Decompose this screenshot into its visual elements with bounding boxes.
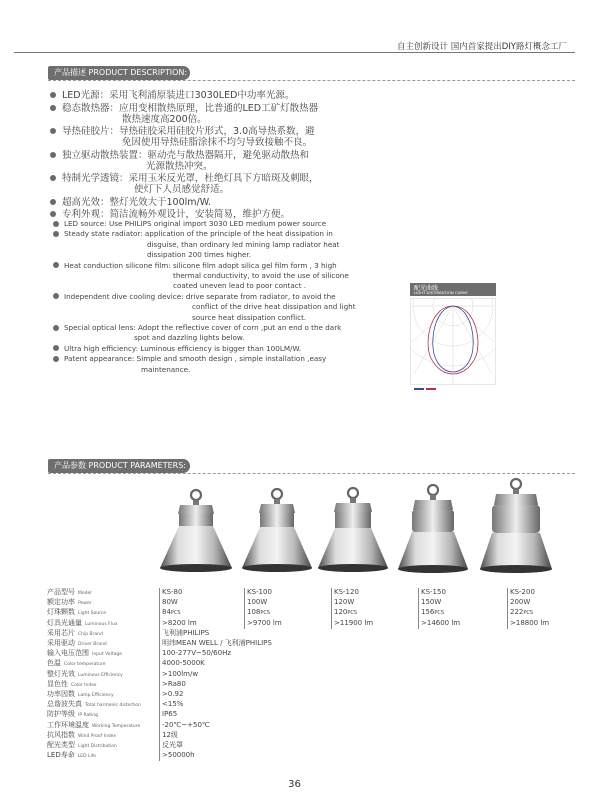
row-label-zh: 配光类型 [47,741,75,750]
lamp-image-ks-150 [396,483,470,575]
table-row [47,751,580,761]
table-cell [332,608,419,618]
row-label-zh: 产品型号 [47,588,75,596]
shared-value: >50000h [160,751,581,761]
cell-value: 108 [247,608,261,617]
section-underline [48,80,575,81]
row-label [47,639,160,649]
table-cell: KS-200 [508,588,581,598]
legend-swatch [426,388,436,390]
row-label-zh: 抗风指数 [47,730,75,739]
table-cell: 200W [508,598,581,608]
table-row [47,741,580,751]
lamp-image-ks-80 [158,488,234,574]
bullet-icon [53,231,59,237]
row-label-en: Lamp Efficiency [78,693,114,699]
table-cell [160,608,245,618]
bullet-icon [50,199,56,205]
section-underline [48,473,575,474]
table-cell: >9700 lm [245,619,332,629]
row-label-zh: LED寿命 [47,751,75,760]
row-label-en: Luminous Flux [85,621,118,627]
table-row [47,629,580,639]
cell-value: 84 [162,608,171,617]
row-label [47,751,160,761]
list-item-text: 专利外观：简洁流畅外观设计，安装简易，维护方便。 [62,209,291,220]
row-label-zh: 灯珠颗数 [47,608,75,617]
bullet-icon [50,211,56,217]
shared-value: -20℃~+50℃ [160,721,581,731]
list-item [49,90,379,101]
list-item [49,197,379,208]
shared-value: 反光罩 [160,741,581,751]
row-label-en: Light Distribution [78,744,117,750]
row-label-en: Input Voltage [92,652,122,658]
table-row [47,659,580,669]
table-cell: 80W [160,598,245,608]
list-item-text: 免因使用导热硅脂涂抹不均匀导致接触不良。 [122,137,313,148]
list-item [52,323,362,344]
header-rule [14,52,575,53]
bullet-icon [50,105,56,111]
row-label-zh: 防护等级 [47,710,75,719]
table-row [47,700,580,710]
list-item [49,150,379,172]
table-row [47,731,580,741]
cell-value: 222 [510,608,524,617]
row-label-zh: 灯具光通量 [47,618,82,627]
table-cell: KS-80 [160,588,245,598]
row-label-en: Chip Brand [78,631,103,637]
chart-title-zh: 配光曲线 [414,285,439,292]
table-row [47,690,580,700]
row-label-zh: 输入电压范围 [47,649,89,658]
list-item-text: conflict of the drive heat dissipation and light [192,302,356,312]
bullet-icon [53,345,59,351]
table-cell: >8200 lm [160,619,245,629]
list-item-text: LED source: Use PHILIPS original import 3030 LED medium power source [64,219,327,228]
table-cell: >11900 lm [332,619,419,629]
unit-label: PCS [347,610,358,617]
cell-value: 156 [421,608,435,617]
shared-value: <15% [160,700,581,710]
list-item-text: disguise, than ordinary led mining lamp radiator heat [147,239,340,249]
row-label-zh: 采用芯片 [47,628,75,637]
list-item-text: LED光源：采用飞利浦原装进口3030LED中功率光源。 [62,90,295,101]
row-label-zh: 采用驱动 [47,639,75,648]
row-label-zh: 显色性 [47,679,68,688]
table-row [47,588,580,598]
row-label [47,680,160,690]
list-item [49,126,379,148]
list-item-text: spot and dazzling lights below. [134,333,245,343]
shared-value: IP65 [160,710,581,720]
list-item-text: 散热速度高200倍。 [122,113,207,125]
list-item [49,173,379,195]
bullet-icon [50,128,56,134]
page-number: 36 [288,779,301,790]
bullet-icon [50,175,56,181]
row-label-en: Model [78,591,92,596]
table-row [47,649,580,659]
bullet-icon [53,262,59,268]
row-label-en: Power [78,601,92,607]
table-cell: 150W [419,598,508,608]
description-list-en [52,219,362,375]
table-cell [508,608,581,618]
bullet-icon [53,293,59,299]
row-label-zh: 工作环境温度 [47,720,89,729]
light-distribution-chart [410,283,496,395]
list-item-text: 特制光学透镜：采用玉米反光罩，杜绝灯具下方暗斑及刺眼， [62,173,319,184]
list-item [52,354,362,375]
row-label [47,741,160,751]
bullet-icon [50,92,56,98]
row-label-zh: 整灯光效 [47,669,75,678]
unit-label: PCS [170,610,181,617]
row-label [47,700,160,710]
shared-value: >100lm/w [160,670,581,680]
row-label [47,588,160,598]
list-item-text: 稳态散热器：应用变相散热原理，比普通的LED工矿灯散热器 [62,102,319,114]
table-row [47,721,580,731]
polar-plot [410,298,496,395]
list-item-text: source heat dissipation conflict. [192,312,307,322]
list-item-text: 超高光效：整灯光效大于100lm/W. [62,196,212,208]
row-label-en: Working Temperature [92,723,141,729]
chart-title-bar [410,283,496,296]
row-label [47,710,160,720]
description-list-zh [49,90,379,222]
table-row [47,598,580,608]
list-item-text: 使灯下人员感觉舒适。 [134,184,230,195]
table-row [47,619,580,629]
section-header-parameters: 产品参数 PRODUCT PARAMETERS: [48,459,190,473]
table-row [47,608,580,618]
row-label [47,598,160,608]
list-item [52,292,362,323]
row-label [47,721,160,731]
list-item [49,103,379,125]
shared-value: 飞利浦PHILIPS [160,629,581,639]
header-tagline: 自主创新设计 国内首家提出DIY路灯概念工厂 [397,42,567,52]
list-item-text: 独立驱动散热装置：驱动壳与散热器隔开，避免驱动散热和 [62,149,310,161]
unit-label: PCS [434,610,445,617]
table-cell [245,608,332,618]
lamp-image-ks-100 [240,487,314,574]
bullet-icon [53,221,59,227]
row-label [47,731,160,741]
bullet-icon [53,356,59,362]
table-row [47,639,580,649]
row-label [47,649,160,659]
list-item-text: 光源散热冲突。 [146,160,213,172]
row-label [47,629,160,639]
row-label [47,619,160,629]
table-cell: 120W [332,598,419,608]
list-item [52,261,362,292]
row-label-zh: 总谐波失真 [47,700,82,709]
list-item-text: 导热硅胶片：导热硅胶采用硅胶片形式，3.0高导热系数，避 [62,126,315,137]
row-label [47,670,160,680]
lamp-image-ks-200 [478,477,554,575]
row-label-en: Driver Brand [78,642,107,648]
list-item-text: Heat conduction silicone film: silicone film adopt silica gel film form , 3 high [64,260,337,270]
list-item-text: Independent dive cooling device: drive separate from radiator, to avoid the [64,291,336,301]
table-row [47,710,580,720]
shared-value: >0.92 [160,690,581,700]
row-label-en: Luminous Efficiency [78,672,123,678]
table-cell: 100W [245,598,332,608]
bullet-icon [53,325,59,331]
bullet-icon [50,152,56,158]
list-item [52,229,362,260]
table-cell: KS-100 [245,588,332,598]
row-label-zh: 额定功率 [47,598,75,607]
row-label [47,690,160,700]
table-row [47,670,580,680]
shared-value: 12级 [160,731,581,741]
chart-title-en: LIGHT DISTRIBUTION CURVE [414,290,468,295]
list-item-text: thermal conductivity, to avoid the use of silicone [173,271,349,281]
list-item-text: maintenance. [141,364,191,374]
row-label-en: Total harmonic distortion [85,703,141,709]
table-cell: >18800 lm [508,619,581,629]
list-item-text: Steady state radiator: application of the principle of the heat dissipation in [64,229,333,239]
lamp-image-ks-120 [316,486,390,574]
shared-value: 明纬MEAN WELL / 飞利浦PHILIPS [160,639,581,649]
row-label-zh: 功率因数 [47,690,75,699]
list-item-text: coated uneven lead to poor contact . [173,281,307,291]
list-item [52,219,362,229]
cell-value: 120 [334,608,348,617]
table-cell: >14600 lm [419,619,508,629]
list-item-text: dissipation 200 times higher. [147,250,252,260]
shared-value: 4000-5000K [160,659,581,669]
row-label-en: LED Life [77,754,97,760]
row-label-zh: 色温 [47,659,61,668]
table-cell: KS-150 [419,588,508,598]
list-item-text: Special optical lens: Adopt the reflective cover of corn ,put an end o the dark [64,323,342,333]
list-item [52,344,362,354]
shared-value: 100-277V~50/60Hz [160,649,581,659]
shared-value: >Ra80 [160,680,581,690]
unit-label: PCS [523,610,534,617]
row-label-en: Color Index [71,682,97,688]
list-item-text: Patent appearance: Simple and smooth design , simple installation ,easy [64,354,327,364]
row-label-en: Wind Proof Index [78,733,117,739]
table-row [47,680,580,690]
spec-table [47,588,580,761]
table-cell: KS-120 [332,588,419,598]
legend-swatch [414,388,424,390]
row-label [47,608,160,618]
row-label-en: Light Source [78,611,107,617]
table-cell [419,608,508,618]
row-label-en: Color temperature [64,662,106,668]
row-label-en: IP Rating [78,713,98,719]
row-label [47,659,160,669]
list-item-text: Ultra high efficiency: Luminous efficiency is bigger than 100LM/W. [64,343,302,353]
unit-label: PCS [260,610,271,617]
section-header-description: 产品描述 PRODUCT DESCRIPTION: [48,66,190,80]
